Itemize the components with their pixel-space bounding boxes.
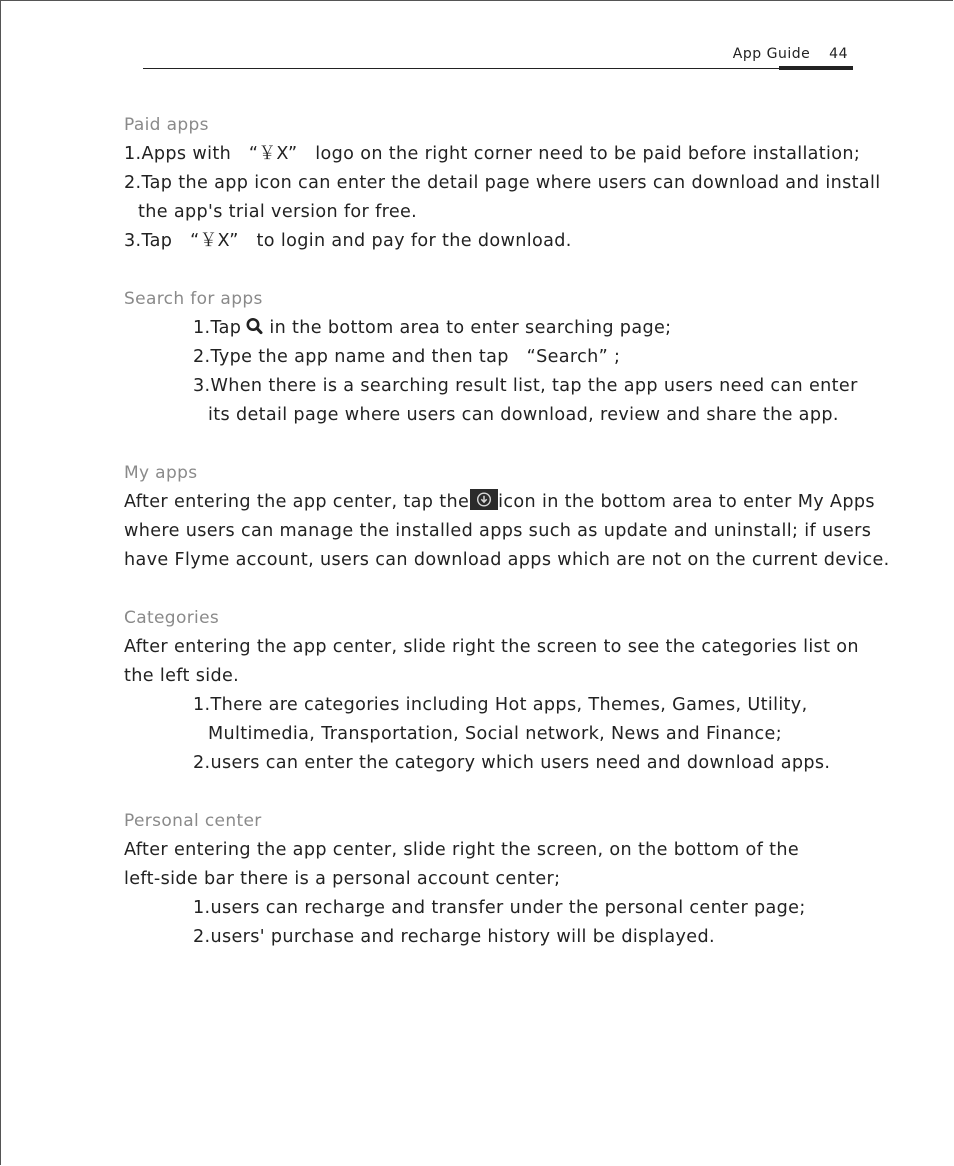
inline-text: in the bottom area to enter searching page; <box>269 318 672 338</box>
section-heading-search-for-apps: Search for apps <box>124 289 263 309</box>
paragraph-line: 3.When there is a searching result list, tap the app users need can enter <box>193 376 858 396</box>
header-title: App Guide <box>732 46 811 62</box>
paragraph-line: where users can manage the installed apps such as update and uninstall; if users <box>124 521 872 541</box>
paragraph-line: 2.users can enter the category which users need and download apps. <box>193 753 831 773</box>
inline-text: 1.Tap <box>193 318 242 338</box>
paragraph-line: 1.users can recharge and transfer under the personal center page; <box>193 898 806 918</box>
section-heading-my-apps: My apps <box>124 463 198 483</box>
paragraph-line: 2.users' purchase and recharge history will be displayed. <box>193 927 715 947</box>
paragraph-line: 3.Tap “￥X” to login and pay for the download. <box>124 231 572 251</box>
paragraph-line: 2.Type the app name and then tap “Search” ; <box>193 347 621 367</box>
running-header <box>733 46 848 62</box>
paragraph-line: After entering the app center, slide right the screen to see the categories list on <box>124 637 859 657</box>
paragraph-line: the app's trial version for free. <box>138 202 418 222</box>
paragraph-line: Multimedia, Transportation, Social network, News and Finance; <box>208 724 783 744</box>
paragraph-line: 1.Apps with “￥X” logo on the right corner need to be paid before installation; <box>124 144 861 164</box>
paragraph-line <box>124 488 875 517</box>
inline-text: icon in the bottom area to enter My Apps <box>498 492 875 512</box>
paragraph-line: left-side bar there is a personal account center; <box>124 869 561 889</box>
paragraph-line: 2.Tap the app icon can enter the detail page where users can download and install <box>124 173 881 193</box>
header-rule <box>143 68 853 69</box>
paragraph-line: the left side. <box>124 666 240 686</box>
section-heading-personal-center: Personal center <box>124 811 262 831</box>
search-icon <box>245 316 265 334</box>
paragraph-line: After entering the app center, slide right the screen, on the bottom of the <box>124 840 800 860</box>
paragraph-line: 1.There are categories including Hot apps, Themes, Games, Utility, <box>193 695 808 715</box>
section-heading-paid-apps: Paid apps <box>124 115 209 135</box>
page-number: 44 <box>829 46 848 62</box>
paragraph-line: its detail page where users can download, review and share the app. <box>208 405 839 425</box>
paragraph-line <box>124 314 854 343</box>
download-icon <box>470 489 498 510</box>
header-rule-accent <box>779 66 853 70</box>
paragraph-line: have Flyme account, users can download apps which are not on the current device. <box>124 550 890 570</box>
page-body <box>124 111 890 952</box>
section-heading-categories: Categories <box>124 608 220 628</box>
inline-text: After entering the app center, tap the <box>124 492 470 512</box>
